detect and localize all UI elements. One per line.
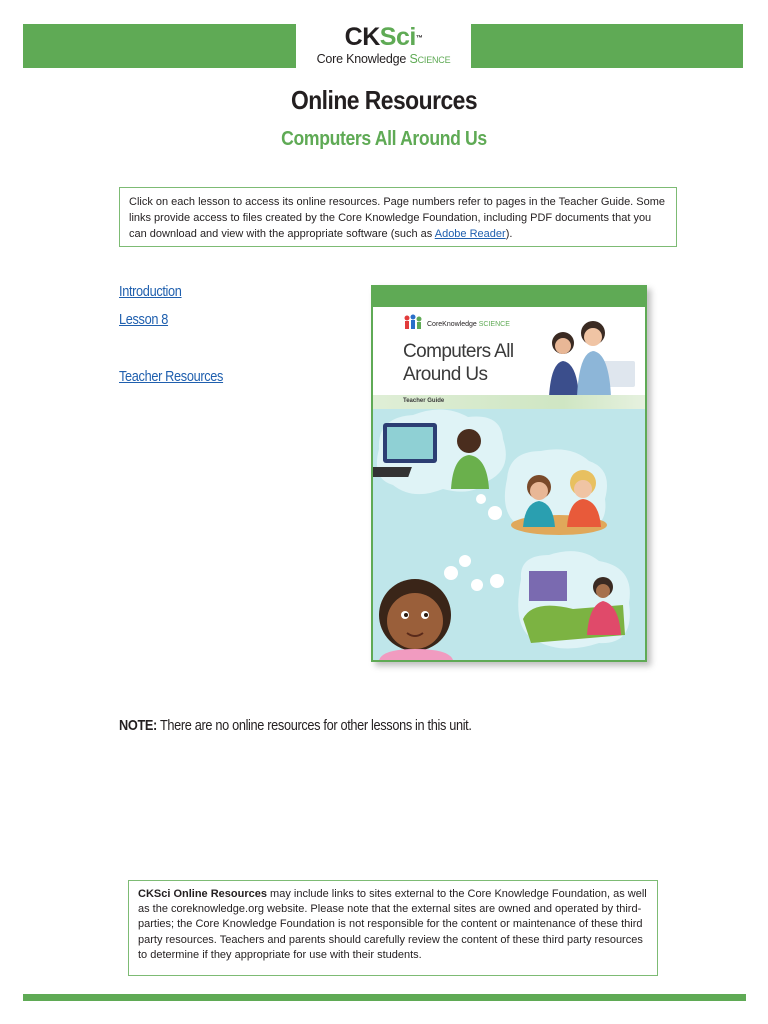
cover-top-band	[373, 287, 645, 307]
page-title: Online Resources	[290, 85, 478, 115]
instructions-box	[119, 187, 677, 247]
teacher-resources-link[interactable]: Teacher Resources	[119, 368, 224, 385]
header-bar-right	[471, 24, 743, 68]
cover-guide-label: Teacher Guide	[403, 398, 445, 404]
instructions-end: ).	[505, 228, 513, 240]
logo-trademark: ™	[415, 35, 423, 42]
introduction-link[interactable]: Introduction	[119, 283, 182, 300]
teacher-guide-cover	[371, 285, 647, 662]
cover-brand-science: SCIENCE	[478, 321, 510, 328]
cover-title: Computers All Around Us	[403, 341, 514, 385]
logo-wordmark	[296, 22, 471, 52]
cover-illustration	[373, 409, 645, 660]
lesson-8-link[interactable]: Lesson 8	[119, 311, 169, 328]
note-body: There are no online resources for other lessons in this unit.	[156, 717, 472, 734]
people-logo-icon	[403, 314, 425, 332]
instructions-text: Click on each lesson to access its online resources. Page numbers refer to pages in the Teacher Guide. Some links provide access to files created by the Core Knowledge Foundation, including PDF documents that you can download and view with the appropriate software (such as	[129, 196, 666, 240]
disclaimer-text: may include links to sites external to the Core Knowledge Foundation, as well as the coreknowledge.org website. Please note that the external sites are owned and operated by third-parties; the Core Knowledge Foundation is not responsible for the content or maintenance of these third party resources. Teachers and parents should carefully review the content of these third party resources to determine if they appropriate for use with their students.	[138, 888, 647, 961]
logo-tagline	[296, 52, 471, 67]
logo-sci: Sci	[379, 23, 416, 51]
disclaimer-title: CKSci Online Resources	[138, 888, 267, 900]
logo-ck: CK	[344, 23, 380, 51]
unit-title: Computers All Around Us	[281, 128, 487, 150]
disclaimer-box	[128, 880, 658, 976]
adobe-reader-link[interactable]: Adobe Reader	[434, 228, 506, 240]
logo-tagline-science: Science	[409, 52, 451, 66]
logo-tagline-core: Core Knowledge	[316, 52, 410, 66]
note-text	[119, 717, 472, 735]
footer-bar	[23, 994, 746, 1001]
ckscilogo	[296, 22, 471, 74]
cover-photo-students	[541, 313, 637, 397]
cover-brand	[427, 320, 510, 330]
note-label: NOTE:	[119, 717, 157, 734]
header-bar-left	[23, 24, 296, 68]
cover-brand-ck: CoreKnowledge	[427, 321, 477, 328]
